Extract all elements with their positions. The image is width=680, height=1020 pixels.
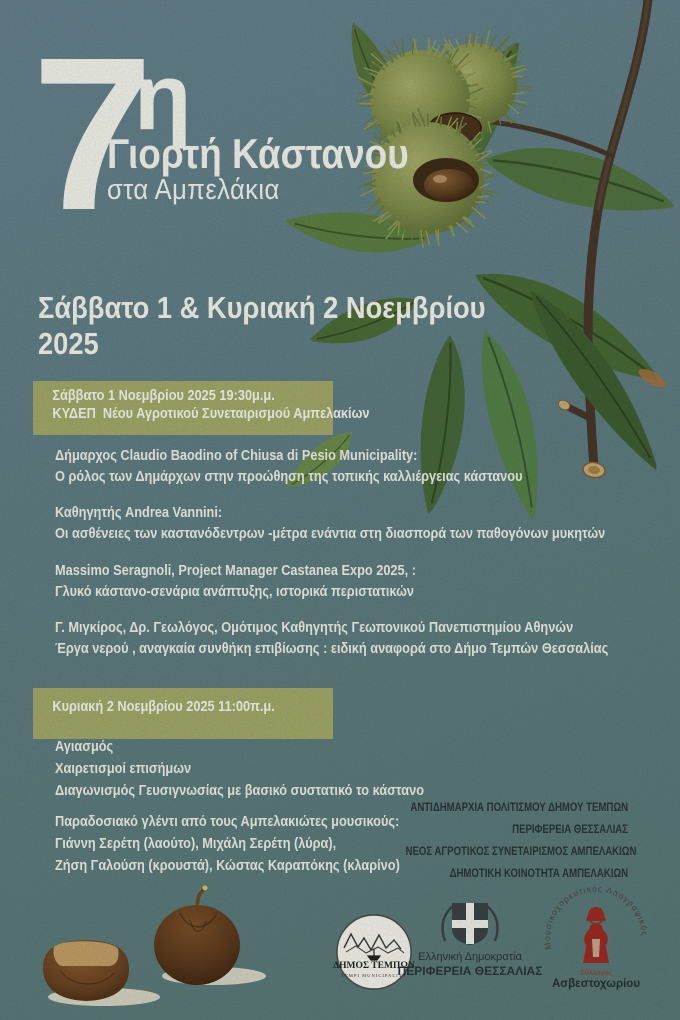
folklore-arc-text: Μουσικοχορευτικός Λαογραφικός — [541, 883, 651, 951]
credit-line: ΝΕΟΣ ΑΓΡΟΤΙΚΟΣ ΣΥΝΕΤΑΙΡΙΣΜΟΣ ΑΜΠΕΛΑΚΙΩΝ — [405, 844, 637, 858]
event-dates-heading — [38, 290, 486, 361]
program-line: Ζήση Γαλούση (κρουστά), Κώστας Καραπόκης (κλαρίνο) — [55, 858, 400, 874]
schedule-item — [55, 561, 416, 603]
organizers-credits — [405, 796, 637, 884]
credit-line: ΔΗΜΟΤΙΚΗ ΚΟΙΝΟΤΗΤΑ ΑΜΠΕΛΑΚΙΩΝ — [449, 866, 628, 880]
schedule-item — [55, 446, 523, 488]
logos-row — [0, 875, 680, 1020]
folklore-line1: Σύλλογος — [580, 968, 612, 977]
poster-subtitle: στα Αμπελάκια — [107, 174, 280, 206]
credit-line: ΑΝΤΙΔΗΜΑΡΧΙΑ ΠΟΛΙΤΙΣΜΟΥ ΔΗΜΟΥ ΤΕΜΠΩΝ — [410, 800, 628, 814]
talk-title: Έργα νερού , αναγκαία συνθήκη επιβίωσης : ειδική αναφορά στο Δήμο Τεμπών Θεσσαλίας — [55, 641, 609, 657]
talk-title: Γλυκό κάστανο-σενάρια ανάπτυξης, ιστορικά περιστατικών — [55, 584, 414, 600]
thessaly-region-logo — [398, 903, 543, 978]
speaker-name: Γ. Μιγκίρος, Δρ. Γεωλόγος, Ομότιμος Καθηγητής Γεωπονικού Πανεπιστημίου Αθηνών — [55, 620, 574, 636]
title-number: 7 — [32, 13, 148, 256]
day2-program-list — [55, 736, 424, 802]
day1-banner — [33, 381, 370, 435]
schedule-item — [55, 618, 608, 660]
day2-music-list — [55, 811, 400, 877]
speaker-name: Massimo Seragnoli, Project Manager Castanea Expo 2025, : — [55, 563, 416, 579]
tempi-logo-subname: TEMPI MUNICIPALITY — [341, 973, 407, 978]
day1-banner-datetime: Σάββατο 1 Νοεμβρίου 2025 19:30μ.μ. — [52, 388, 275, 404]
greek-republic-emblem-icon — [442, 903, 497, 945]
day2-banner — [33, 688, 333, 739]
thessaly-line1: Ελληνική Δημοκρατία — [418, 951, 522, 963]
title-ordinal-suffix: η — [134, 44, 192, 149]
folklore-line2: Ασβεστοχωρίου — [551, 978, 641, 990]
speaker-name: Δήμαρχος Claudio Baodino of Chiusa di Pesio Municipality: — [55, 448, 418, 464]
program-line: Διαγωνισμός Γευσιγνωσίας με βασικό συστατικό το κάστανο — [55, 783, 424, 799]
folklore-association-logo — [542, 884, 650, 990]
day1-banner-venue: ΚΥΔΕΠ Νέου Αγροτικού Συνεταιρισμού Αμπελακίων — [52, 405, 370, 422]
event-dates-line2: 2025 — [38, 325, 99, 361]
schedule-item — [55, 503, 605, 545]
traditional-dancer-icon — [583, 907, 609, 963]
program-line: Χαιρετισμοί επισήμων — [55, 761, 192, 777]
credit-line: ΠΕΡΙΦΕΡΕΙΑ ΘΕΣΣΑΛΙΑΣ — [512, 822, 628, 836]
thessaly-line2: ΠΕΡΙΦΕΡΕΙΑ ΘΕΣΣΑΛΙΑΣ — [397, 964, 543, 978]
talk-title: Ο ρόλος των Δημάρχων στην προώθηση της τοπικής καλλιέργειας κάστανου — [55, 469, 523, 485]
event-dates-line1: Σάββατο 1 & Κυριακή 2 Νοεμβρίου — [38, 290, 486, 325]
program-line: Αγιασμός — [55, 739, 114, 755]
talk-title: Οι ασθένειες των καστανόδεντρων -μέτρα ενάντια στη διασπορά των παθογόνων μυκητών — [55, 526, 606, 542]
program-line: Γιάννη Σερέτη (λαούτο), Μιχάλη Σερέτη (λύρα), — [55, 836, 337, 852]
poster-title: Γιορτή Κάστανου — [107, 130, 409, 177]
day2-banner-datetime: Κυριακή 2 Νοεμβρίου 2025 11:00π.μ. — [52, 699, 275, 715]
tempi-logo-name: ΔΗΜΟΣ ΤΕΜΠΩΝ — [333, 961, 415, 971]
speaker-name: Καθηγητής Andrea Vannini: — [55, 505, 223, 521]
program-line: Παραδοσιακό γλέντι από τους Αμπελακιώτες μουσικούς: — [55, 814, 400, 830]
